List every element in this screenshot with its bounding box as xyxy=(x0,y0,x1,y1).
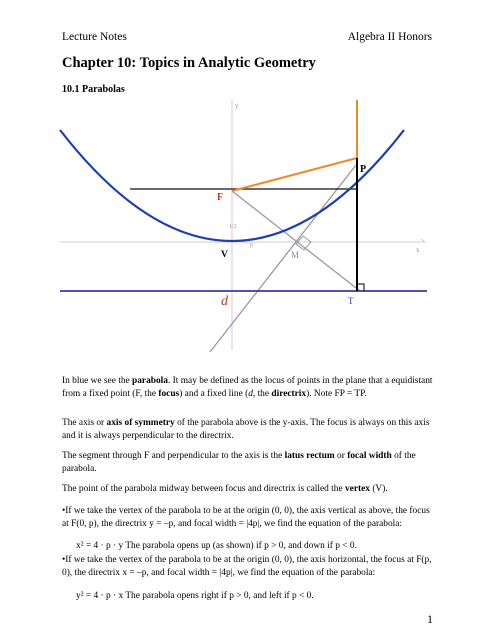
equation-horizontal-math: y² = 4 · p · x xyxy=(76,591,124,601)
label-t: T xyxy=(348,296,354,306)
equation-horizontal: y² = 4 · p · x The parabola opens right if p > 0, and left if p < 0. xyxy=(76,591,314,601)
paragraph-latus-rectum: The segment through F and perpendicular to the axis is the latus rectum or focal width of the parabola. xyxy=(62,451,416,474)
paragraph-vertex: The point of the parabola midway between focus and directrix is called the vertex (V). xyxy=(62,484,388,494)
header-left: Lecture Notes xyxy=(62,31,127,43)
paragraph-axis: The axis or axis of symmetry of the parabola above is the y-axis. The focus is always on this axis and it is always perpendicular to the directrix. xyxy=(62,418,430,441)
y-axis-label: y xyxy=(235,102,239,110)
half-tick-label: 1/2 xyxy=(229,224,237,230)
parabola-figure xyxy=(0,92,495,354)
page-number: 1 xyxy=(427,612,433,626)
section-title: 10.1 Parabolas xyxy=(62,84,125,95)
label-d: d xyxy=(221,294,228,309)
label-p: P xyxy=(360,164,367,175)
segment-fp xyxy=(232,158,357,191)
equation-vertical-math: x² = 4 · p · y xyxy=(76,541,124,551)
x-axis-label: x xyxy=(416,246,420,254)
paragraph-vertical-case: •If we take the vertex of the parabola to be at the origin (0, 0), the axis vertical as above, the focus at F(0, p), the directrix y = –p, and focal width = |4p|, we find the equation of the parabola: xyxy=(62,506,430,529)
label-v: V xyxy=(221,250,228,260)
chapter-title: Chapter 10: Topics in Analytic Geometry xyxy=(62,55,316,71)
paragraph-horizontal-case: •If we take the vertex of the parabola to be at the origin (0, 0), the axis horizontal, the focus at F(p, 0), the directrix x = –p, and focal width = |4p|, we find the equation of the parabola: xyxy=(62,555,432,578)
equation-vertical: x² = 4 · p · y The parabola opens up (as shown) if p > 0, and down if p < 0. xyxy=(76,541,357,551)
gray-line-2 xyxy=(232,191,360,291)
label-f: F xyxy=(217,192,224,203)
label-m: M xyxy=(291,250,300,260)
header-right: Algebra II Honors xyxy=(347,31,432,43)
p-tick-label: p xyxy=(250,242,253,248)
paragraph-definition: In blue we see the parabola. It may be defined as the locus of points in the plane that a equidistant from a fixed point (F, the focus) and a fixed line (d, the directrix). Note FP = TP. xyxy=(62,376,433,399)
